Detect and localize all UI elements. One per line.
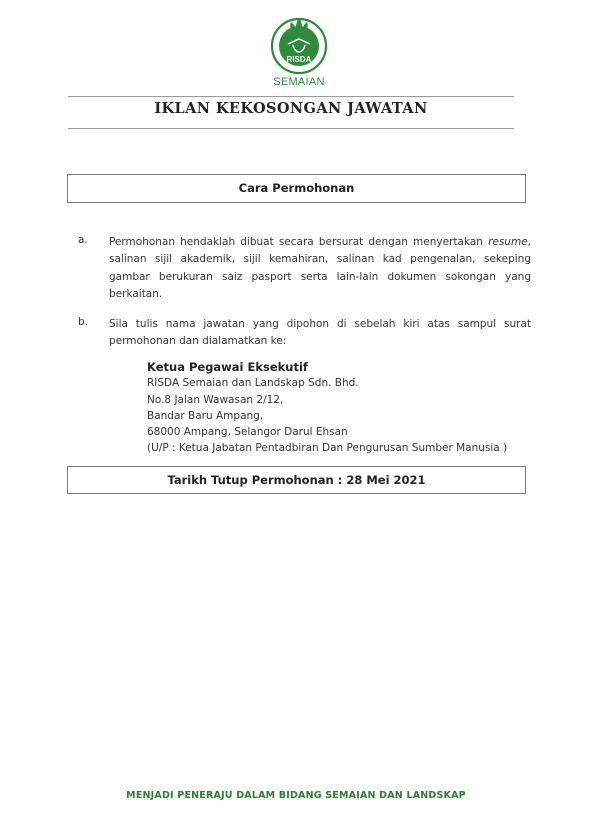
item-a-emphasis: resume (488, 236, 528, 248)
title-rule-bottom (68, 128, 514, 129)
address-line: 68000 Ampang, Selangor Darul Ehsan (147, 426, 348, 439)
address-line: RISDA Semaian dan Landskap Sdn. Bhd. (147, 377, 359, 390)
address-block (147, 359, 507, 457)
page-title: IKLAN KEKOSONGAN JAWATAN (154, 100, 428, 117)
section-heading: Cara Permohonan (238, 181, 355, 195)
section-heading-box (67, 174, 526, 203)
item-a-text: Permohonan hendaklah dibuat secara bersurat dengan menyertakan resume, salinan sijil akademik, sijil kemahiran, salinan kad pengenalan, sekeping gambar berukuran saiz pasport serta lain-lain dokumen sokongan yang berkaitan. (109, 236, 531, 300)
item-a-marker: a. (78, 234, 88, 246)
address-line: No.8 Jalan Wawasan 2/12, (147, 393, 284, 406)
item-b-marker: b. (78, 316, 89, 328)
logo-emblem-text: RISDA (286, 55, 312, 64)
closing-date-box (67, 466, 526, 494)
closing-date: Tarikh Tutup Permohonan : 28 Mei 2021 (167, 473, 426, 487)
footer-tagline: MENJADI PENERAJU DALAM BIDANG SEMAIAN DAN LANDSKAP (126, 790, 466, 801)
logo-subtitle: SEMAIAN (273, 76, 325, 88)
title-rule-top (68, 96, 514, 97)
address-heading: Ketua Pegawai Eksekutif (147, 360, 308, 374)
address-line: Bandar Baru Ampang, (147, 409, 264, 422)
item-b-text: Sila tulis nama jawatan yang dipohon di sebelah kiri atas sampul surat permohonan dan dialamatkan ke: (109, 318, 531, 348)
address-line: (U/P : Ketua Jabatan Pentadbiran Dan Pengurusan Sumber Manusia ) (147, 442, 508, 455)
